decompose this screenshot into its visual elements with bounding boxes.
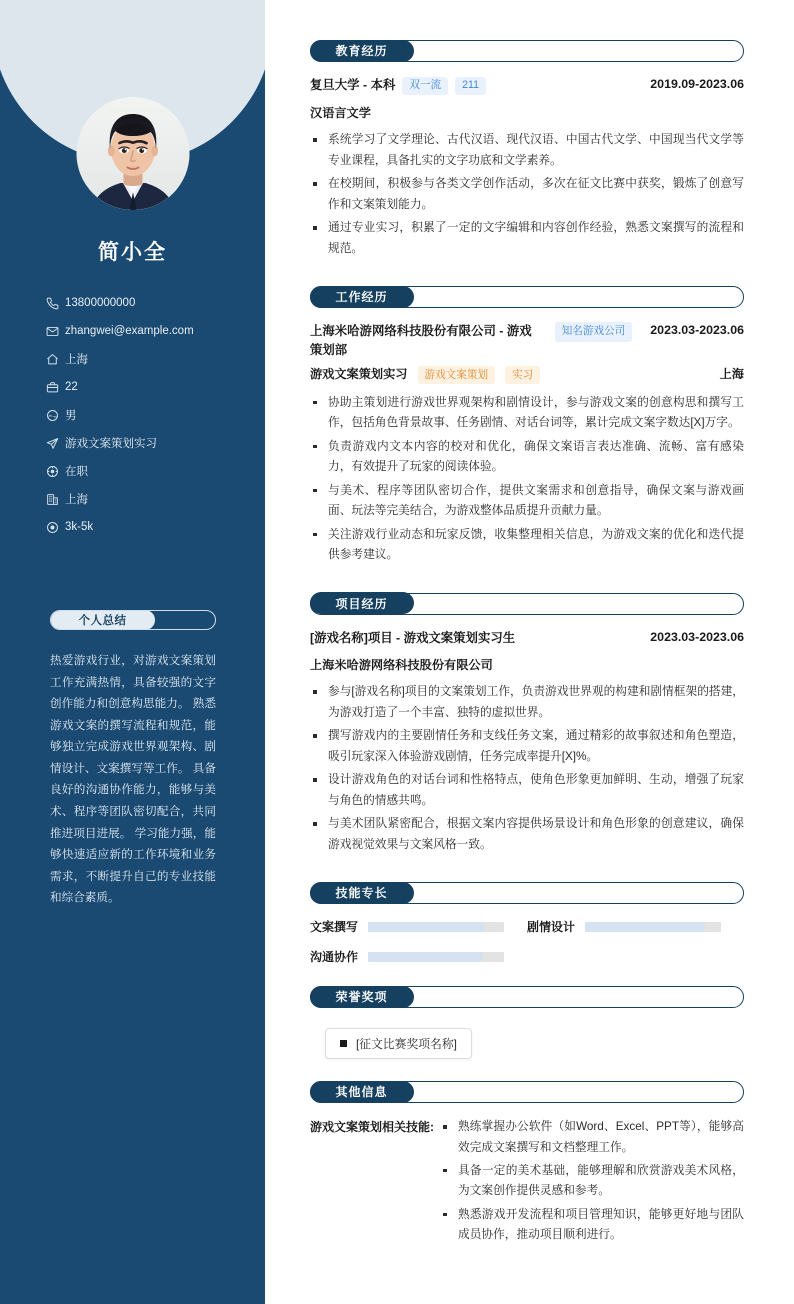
list-item: 设计游戏角色的对话台词和性格特点，使角色形象更加鲜明、生动，增强了玩家与角色的情感共鸣。	[310, 770, 744, 811]
skill-item	[310, 948, 527, 965]
list-item: 负责游戏内文本内容的校对和优化，确保文案语言表达准确、流畅、富有感染力，有效提升了玩家的阅读体验。	[310, 437, 744, 478]
work-section-header	[310, 286, 744, 308]
contact-value: 男	[65, 410, 77, 422]
skills-section-header-pill	[310, 882, 414, 904]
other-info-row	[310, 1117, 744, 1249]
education-date: 2019.09-2023.06	[650, 77, 744, 91]
project-section	[310, 593, 744, 855]
work-company-tag: 知名游戏公司	[555, 322, 633, 341]
skill-label: 沟通协作	[310, 950, 359, 965]
education-section	[310, 40, 744, 259]
work-company: 上海米哈游网络科技股份有限公司 - 游戏策划部	[310, 324, 532, 357]
contact-item-phone	[46, 289, 256, 317]
contact-item-email	[46, 317, 256, 345]
project-section-title: 项目经历	[335, 596, 388, 611]
briefcase-icon	[46, 380, 65, 394]
work-section	[310, 286, 744, 565]
contact-value: 在职	[65, 466, 88, 478]
skill-list	[310, 918, 744, 978]
spacer	[310, 978, 744, 986]
education-entry	[310, 76, 744, 259]
education-tag: 双一流	[402, 77, 448, 96]
honors-section-header-pill	[310, 986, 414, 1008]
work-entry	[310, 322, 744, 565]
paper-plane-icon	[46, 436, 65, 450]
contact-item-age	[46, 373, 256, 401]
spacer	[310, 262, 744, 286]
list-item: 在校期间，积极参与各类文学创作活动，多次在征文比赛中获奖，锻炼了创意写作和文案策划能力。	[310, 174, 744, 215]
bullet-square-icon	[340, 1040, 347, 1047]
work-section-title: 工作经历	[335, 290, 388, 305]
spacer	[310, 569, 744, 593]
education-section-header-pill	[310, 40, 414, 62]
project-entry	[310, 629, 744, 855]
contact-item-status	[46, 457, 256, 485]
other-section	[310, 1081, 744, 1249]
contact-item-gender	[46, 401, 256, 429]
project-section-header	[310, 593, 744, 615]
avatar	[76, 97, 189, 210]
work-position: 游戏文案策划实习	[310, 367, 408, 382]
contact-value: 上海	[65, 354, 88, 366]
skill-bar-fill	[368, 922, 484, 932]
list-item: 熟练掌握办公软件（如Word、Excel、PPT等），能够高效完成文案撰写和文档整理工作。	[440, 1117, 744, 1158]
spacer	[310, 858, 744, 882]
skill-bar-fill	[585, 922, 705, 932]
list-item: 熟悉游戏开发流程和项目管理知识，能够更好地与团队成员协作，推动项目顺利进行。	[440, 1205, 744, 1246]
building-icon	[46, 492, 65, 506]
contact-item-work-city	[46, 485, 256, 513]
project-date: 2023.03-2023.06	[650, 629, 744, 644]
contact-item-salary	[46, 513, 256, 541]
phone-icon	[46, 296, 65, 310]
list-item: 撰写游戏内的主要剧情任务和支线任务文案，通过精彩的故事叙述和角色塑造，吸引玩家深入体验游戏剧情，任务完成率提升[X]%。	[310, 726, 744, 767]
education-school-line	[310, 76, 642, 95]
contact-list	[46, 289, 256, 541]
list-item: 通过专业实习，积累了一定的文字编辑和内容创作经验，熟悉文案撰写的流程和规范。	[310, 218, 744, 259]
person-name: 简小全	[98, 241, 167, 264]
salary-icon	[46, 520, 65, 534]
education-section-title: 教育经历	[335, 44, 388, 58]
skill-item	[527, 918, 744, 935]
skills-section	[310, 882, 744, 978]
list-item: 具备一定的美术基础，能够理解和欣赏游戏美术风格，为文案创作提供灵感和参考。	[440, 1161, 744, 1202]
skill-bar-fill	[368, 952, 482, 962]
education-tag: 211	[455, 77, 486, 96]
other-bullets	[440, 1117, 744, 1249]
list-item: 关注游戏行业动态和玩家反馈，收集整理相关信息，为游戏文案的优化和迭代提供参考建议。	[310, 525, 744, 566]
home-icon	[46, 352, 65, 366]
list-item: 系统学习了文学理论、古代汉语、现代汉语、中国古代文学、中国现当代文学等专业课程，具备扎实的文字功底和文学素养。	[310, 130, 744, 171]
project-section-header-pill	[310, 592, 414, 614]
contact-item-target-job	[46, 429, 256, 457]
skills-section-header	[310, 882, 744, 904]
skill-label: 剧情设计	[527, 920, 576, 935]
other-info-label: 游戏文案策划相关技能:	[310, 1120, 434, 1135]
work-date: 2023.03-2023.06	[650, 323, 744, 338]
contact-value: 游戏文案策划实习	[65, 438, 157, 450]
gender-icon	[46, 408, 65, 422]
education-bullets	[310, 130, 744, 259]
education-section-header	[310, 40, 744, 62]
project-bullets	[310, 682, 744, 855]
honor-chip	[325, 1028, 472, 1059]
contact-value: 13800000000	[65, 297, 136, 309]
summary-section-title: 个人总结	[78, 615, 127, 627]
list-item: 与美术、程序等团队密切合作，提供文案需求和创意指导，确保文案与游戏画面、玩法等完美结合，为游戏整体品质提升贡献力量。	[310, 481, 744, 522]
list-item: 与美术团队紧密配合，根据文案内容提供场景设计和角色形象的创意建议，确保游戏视觉效果与文案风格一致。	[310, 814, 744, 855]
honors-section-header	[310, 986, 744, 1008]
work-position-tag: 实习	[505, 366, 540, 384]
contact-item-hometown	[46, 345, 256, 373]
list-item: 参与[游戏名称]项目的文案策划工作，负责游戏世界观的构建和剧情框架的搭建，为游戏打造了一个丰富、独特的虚拟世界。	[310, 682, 744, 723]
portrait-photo-icon	[76, 97, 189, 210]
work-location: 上海	[719, 367, 744, 382]
skills-section-title: 技能专长	[335, 886, 388, 901]
sidebar-summary-section	[50, 610, 216, 909]
sidebar	[0, 0, 265, 1304]
work-bullets	[310, 393, 744, 566]
skill-bar-track	[368, 952, 504, 962]
contact-value: 上海	[65, 494, 88, 506]
summary-section-header	[50, 610, 216, 630]
project-name: [游戏名称]项目 - 游戏文案策划实习生	[310, 630, 516, 645]
work-position-line	[310, 365, 540, 384]
education-school: 复旦大学 - 本科	[310, 78, 396, 92]
skill-label: 文案撰写	[310, 920, 359, 935]
skill-bar-track	[368, 922, 504, 932]
spacer	[310, 1059, 744, 1081]
contact-value: 22	[65, 381, 78, 393]
contact-value: zhangwei@example.com	[65, 325, 194, 337]
skill-bar-track	[585, 922, 721, 932]
honor-label: [征文比赛奖项名称]	[356, 1037, 457, 1052]
other-section-header-pill	[310, 1081, 414, 1103]
status-icon	[46, 464, 65, 478]
summary-text: 热爱游戏行业，对游戏文案策划工作充满热情，具备较强的文字创作能力和创意构思能力。 熟悉游戏文案的撰写流程和规范，能够独立完成游戏世界观架构、剧情设计、文案撰写等工作。 具备良好的沟通协作能力，能够与美术、程序等团队密切配合，共同推进项目进展。 学习能力强，能够快速适应新的工作环境和业务需求，不断提升自己的专业技能和综合素质。	[50, 654, 216, 905]
work-position-tag: 游戏文案策划	[418, 366, 496, 384]
list-item: 协助主策划进行游戏世界观架构和剧情设计，参与游戏文案的创意构思和撰写工作，包括角色背景故事、任务剧情、对话台词等，累计完成文案字数达[X]万字。	[310, 393, 744, 434]
honors-list	[310, 1022, 744, 1059]
skill-item	[310, 918, 527, 935]
resume-main	[265, 0, 794, 1304]
other-section-header	[310, 1081, 744, 1103]
honors-section-title: 荣誉奖项	[335, 990, 388, 1005]
other-section-title: 其他信息	[335, 1085, 388, 1100]
summary-section-header-pill	[50, 610, 155, 630]
work-section-header-pill	[310, 286, 414, 308]
project-company: 上海米哈游网络科技股份有限公司	[310, 658, 493, 673]
email-icon	[46, 324, 65, 338]
education-major: 汉语言文学	[310, 106, 371, 121]
honors-section	[310, 986, 744, 1059]
contact-value: 3k-5k	[65, 521, 94, 533]
